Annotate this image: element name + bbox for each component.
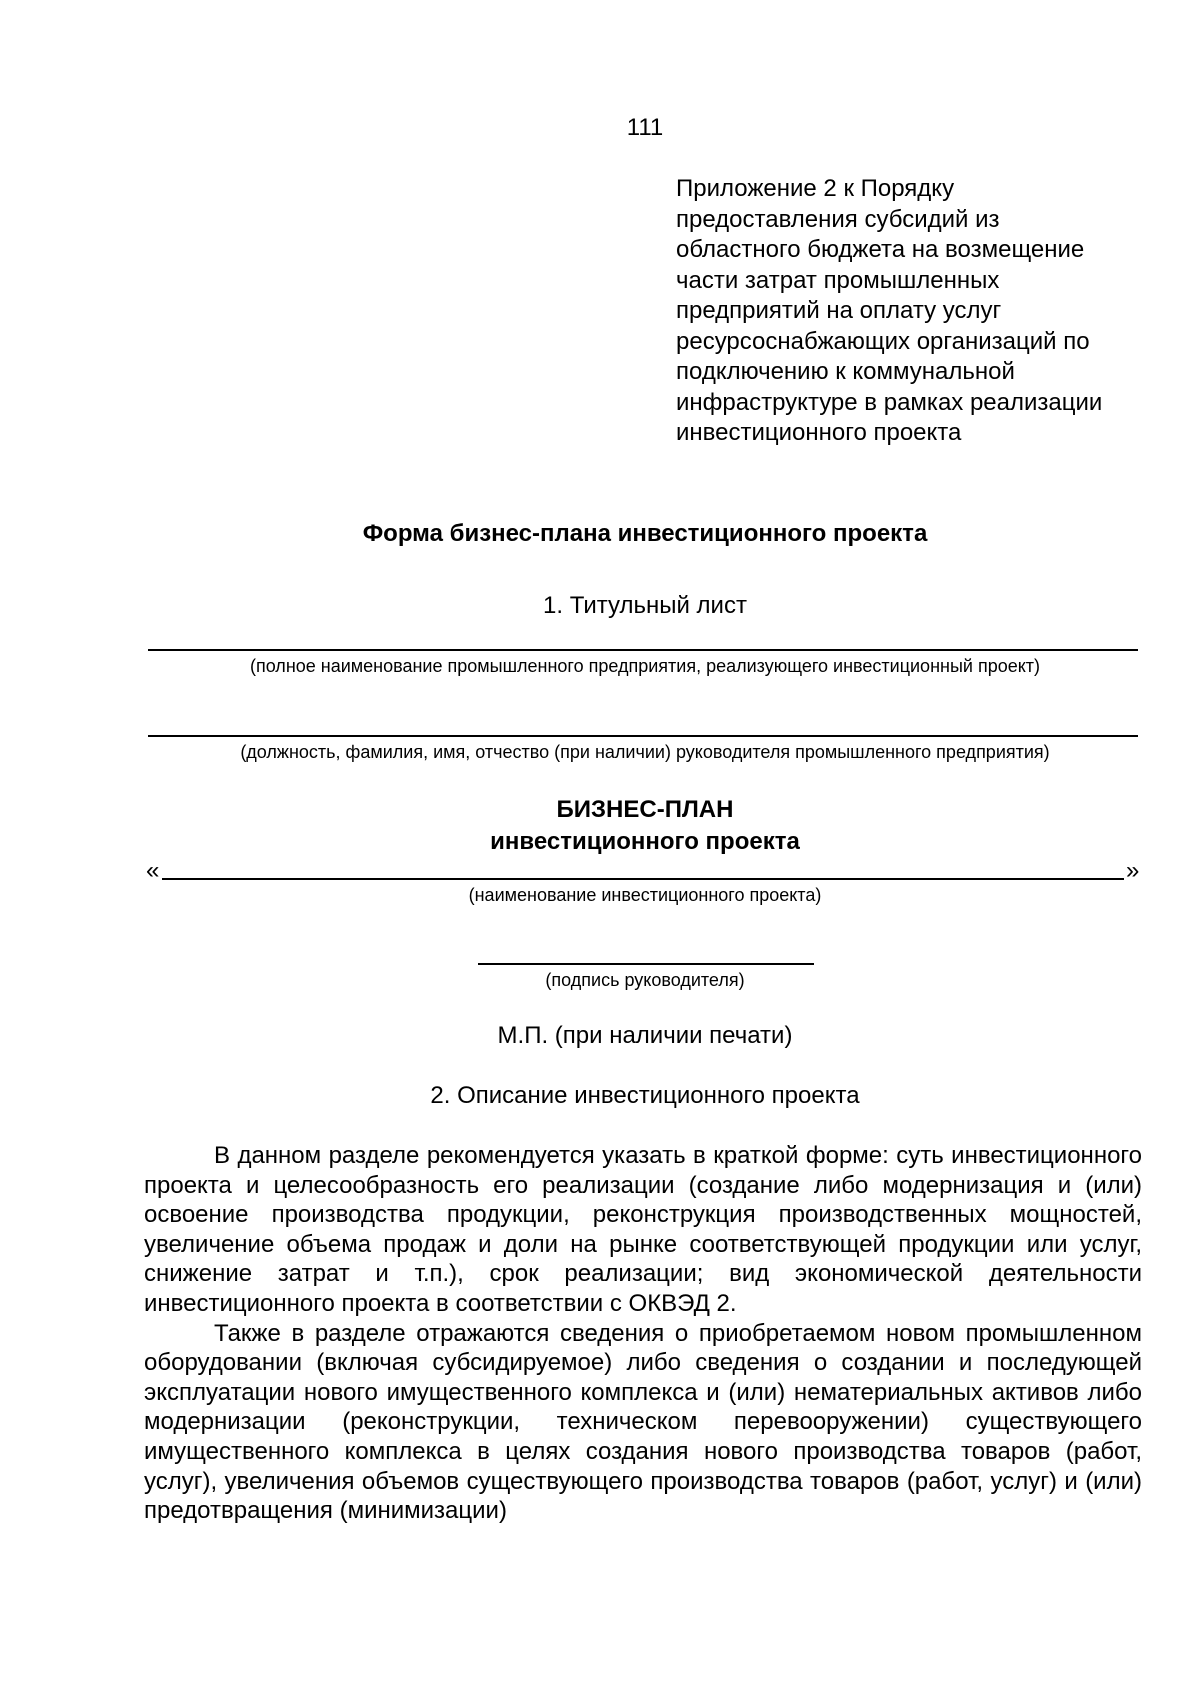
signature-line <box>478 963 814 965</box>
paragraph: В данном разделе рекомендуется указать в краткой форме: суть инвестиционного проекта и целесообразность его реализации (создание либо модернизация и (или) освоение производства продукции, реконструкция производственных мощностей, увеличение объема продаж и доли на рынке соответствующей продукции или услуг, снижение затрат и т.п.), срок реализации; вид экономической деятельности инвестиционного проекта в соответствии с ОКВЭД 2. <box>144 1142 1142 1317</box>
appendix-line: ресурсоснабжающих организаций по <box>676 327 1090 355</box>
stamp-note: М.П. (при наличии печати) <box>497 1022 793 1049</box>
form-title: Форма бизнес-плана инвестиционного проекта <box>362 520 928 547</box>
appendix-note <box>676 174 1156 449</box>
quote-open: « <box>146 857 160 884</box>
section2-heading: 2. Описание инвестиционного проекта <box>430 1082 860 1109</box>
section2-body <box>144 1141 1142 1526</box>
project-name-line <box>162 878 1124 880</box>
business-plan-title <box>0 794 1200 858</box>
project-name-caption: (наименование инвестиционного проекта) <box>468 885 822 905</box>
appendix-line: инвестиционного проекта <box>676 419 962 446</box>
head-name-caption: (должность, фамилия, имя, отчество (при наличии) руководителя промышленного предприятия) <box>240 742 1050 762</box>
appendix-line: части затрат промышленных <box>676 266 1000 294</box>
enterprise-name-caption: (полное наименование промышленного предприятия, реализующего инвестиционный проект) <box>249 656 1041 676</box>
appendix-line: инфраструктуре в рамках реализации <box>676 388 1103 416</box>
appendix-line: предоставления субсидий из <box>676 205 1000 233</box>
paragraph: Также в разделе отражаются сведения о приобретаемом новом промышленном оборудовании (включая субсидируемое) либо сведения о создании и последующей эксплуатации нового имущественного комплекса и (или) нематериальных активов либо модернизации (реконструкции, техническом перевооружении) существующего имущественного комплекса в целях создания нового производства товаров (работ, услуг), увеличения объемов существующего производства товаров (работ, услуг) и (или) предотвращения (минимизации) <box>144 1319 1142 1525</box>
appendix-line: областного бюджета на возмещение <box>676 236 1085 263</box>
quote-close: » <box>1126 857 1140 884</box>
business-plan-title-line2: инвестиционного проекта <box>490 828 800 855</box>
business-plan-title-line1: БИЗНЕС-ПЛАН <box>556 796 734 823</box>
appendix-line: Приложение 2 к Порядку <box>676 175 955 202</box>
head-name-line <box>148 735 1138 737</box>
signature-caption: (подпись руководителя) <box>545 970 745 990</box>
page-number: 111 <box>626 114 664 141</box>
enterprise-name-line <box>148 649 1138 651</box>
section1-heading: 1. Титульный лист <box>543 592 747 619</box>
appendix-line: подключению к коммунальной <box>676 358 1015 385</box>
appendix-line: предприятий на оплату услуг <box>676 297 1002 324</box>
